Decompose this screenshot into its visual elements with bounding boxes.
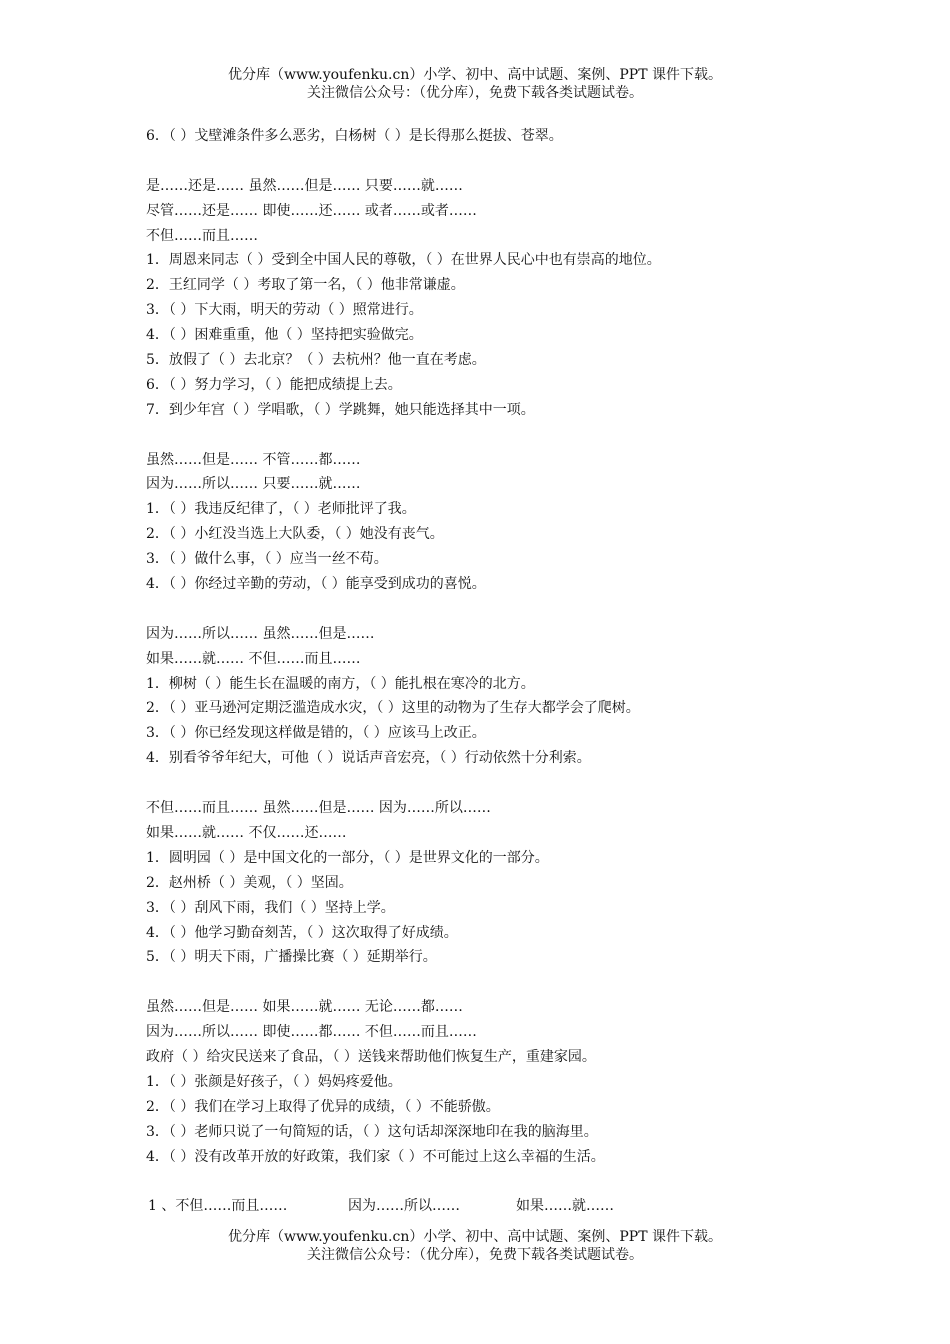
option-line: 不但……而且…… 虽然……但是…… 因为……所以…… — [146, 800, 491, 817]
header-line-2: 关注微信公众号：（优分库），免费下载各类试题试卷。 — [307, 85, 643, 101]
question-line: 3．（ ）刮风下雨，我们（ ）坚持上学。 — [146, 899, 395, 916]
question-line: 2．赵州桥（ ）美观，（ ）坚固。 — [146, 874, 353, 891]
question-line: 4．（ ）没有改革开放的好政策，我们家（ ）不可能过上这么幸福的生活。 — [146, 1148, 605, 1165]
question-line: 7．到少年宫（ ）学唱歌，（ ）学跳舞，她只能选择其中一项。 — [146, 401, 535, 418]
option-line: 如果……就…… 不仅……还…… — [146, 824, 347, 841]
question-line: 2．王红同学（ ）考取了第一名，（ ）他非常谦虚。 — [146, 277, 465, 294]
question-line: 1．柳树（ ）能生长在温暖的南方，（ ）能扎根在寒冷的北方。 — [146, 675, 535, 692]
question-line: 1．（ ）我违反纪律了，（ ）老师批评了我。 — [146, 501, 416, 518]
option-line: 虽然……但是…… 如果……就…… 无论……都…… — [146, 999, 463, 1016]
question-line: 5．放假了（ ）去北京？（ ）去杭州？他一直在考虑。 — [146, 352, 486, 369]
header-line-1: 优分库（www.youfenku.cn）小学、初中、高中试题、案例、PPT 课件下载。 — [227, 67, 722, 83]
question-line: 4．（ ）他学习勤奋刻苦，（ ）这次取得了好成绩。 — [146, 924, 458, 941]
question-line: 4．（ ）你经过辛勤的劳动，（ ）能享受到成功的喜悦。 — [146, 576, 486, 593]
final-option-1: 1 、不但……而且…… — [148, 1198, 288, 1214]
question-line: 6．（ ）戈壁滩条件多么恶劣，白杨树（ ）是长得那么挺拔、苍翠。 — [146, 128, 563, 144]
question-line: 4．别看爷爷年纪大，可他（ ）说话声音宏亮，（ ）行动依然十分利索。 — [146, 750, 591, 767]
question-line: 6．（ ）努力学习，（ ）能把成绩提上去。 — [146, 376, 402, 393]
option-line: 如果……就…… 不但……而且…… — [146, 650, 361, 667]
option-line: 因为……所以…… 即使……都…… 不但……而且…… — [146, 1024, 477, 1041]
question-line: 2．（ ）我们在学习上取得了优异的成绩，（ ）不能骄傲。 — [146, 1098, 500, 1115]
final-option-line — [148, 1194, 614, 1218]
worksheet-body — [146, 124, 836, 1169]
question-line: 3．（ ）下大雨，明天的劳动（ ）照常进行。 — [146, 302, 423, 319]
question-line: 政府（ ）给灾民送来了食品，（ ）送钱来帮助他们恢复生产，重建家园。 — [146, 1048, 596, 1065]
question-line: 4．（ ）困难重重，他（ ）坚持把实验做完。 — [146, 327, 423, 344]
question-line: 3．（ ）做什么事，（ ）应当一丝不苟。 — [146, 551, 388, 568]
option-line: 因为……所以…… 虽然……但是…… — [146, 625, 375, 642]
question-line: 2．（ ）亚马逊河定期泛滥造成水灾，（ ）这里的动物为了生存大都学会了爬树。 — [146, 700, 640, 717]
option-line: 虽然……但是…… 不管……都…… — [146, 451, 361, 468]
option-line: 是……还是…… 虽然……但是…… 只要……就…… — [146, 177, 463, 194]
question-line: 1．周恩来同志（ ）受到全中国人民的尊敬，（ ）在世界人民心中也有崇高的地位。 — [146, 252, 661, 269]
question-line: 3．（ ）你已经发现这样做是错的，（ ）应该马上改正。 — [146, 725, 486, 742]
option-line: 尽管……还是…… 即使……还…… 或者……或者…… — [146, 202, 477, 219]
option-line: 不但……而且…… — [146, 227, 258, 244]
page-footer — [0, 1228, 950, 1264]
question-line: 5．（ ）明天下雨，广播操比赛（ ）延期举行。 — [146, 949, 437, 966]
question-line: 3．（ ）老师只说了一句简短的话，（ ）这句话却深深地印在我的脑海里。 — [146, 1123, 598, 1140]
final-option-2: 因为……所以…… — [348, 1198, 460, 1214]
option-line: 因为……所以…… 只要……就…… — [146, 476, 361, 493]
question-line: 1．（ ）张颜是好孩子，（ ）妈妈疼爱他。 — [146, 1073, 402, 1090]
final-option-3: 如果……就…… — [516, 1198, 614, 1214]
question-line: 1．圆明园（ ）是中国文化的一部分，（ ）是世界文化的一部分。 — [146, 849, 549, 866]
question-line: 2．（ ）小红没当选上大队委，（ ）她没有丧气。 — [146, 526, 444, 543]
footer-line-1: 优分库（www.youfenku.cn）小学、初中、高中试题、案例、PPT 课件下载。 — [227, 1229, 722, 1245]
footer-line-2: 关注微信公众号：（优分库），免费下载各类试题试卷。 — [307, 1247, 643, 1263]
page-header — [0, 66, 950, 102]
